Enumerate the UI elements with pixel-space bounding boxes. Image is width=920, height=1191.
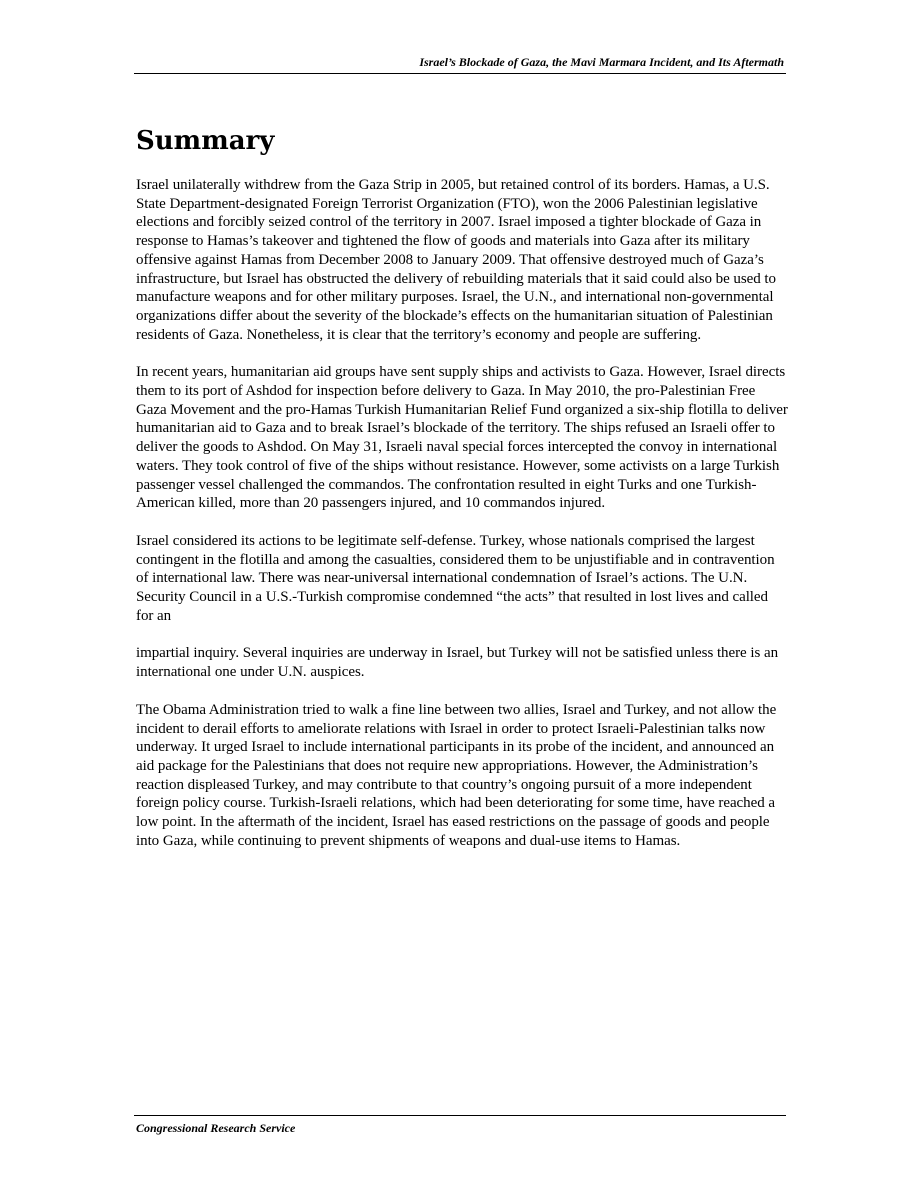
page-title: Summary [136,126,275,156]
footer-publisher: Congressional Research Service [136,1121,296,1135]
paragraph-flotilla: In recent years, humanitarian aid groups have sent supply ships and activists to Gaza. However, Israel directs them to its port of Ashdod for inspection before delivery to Gaza. In May 2010, the pro-Palestinian Free Gaza Movement and the pro-Hamas Turkish Humanitarian Relief Fund organized a six-ship flotilla to deliver humanitarian aid to Gaza and to break Israel’s blockade of the territory. The ships refused an Israeli offer to deliver the goods to Ashdod. On May 31, Israeli naval special forces intercepted the convoy in international waters. They took control of five of the ships without resistance. However, some activists on a large Turkish passenger vessel challenged the commandos. The confrontation resulted in eight Turks and one Turkish-American killed, more than 20 passengers injured, and 10 commandos injured. [136,364,788,512]
paragraph-withdrawal: Israel unilaterally withdrew from the Gaza Strip in 2005, but retained control of its borders. Hamas, a U.S. State Department-designated Foreign Terrorist Organization (FTO), won the 2006 Palestinian legislative elections and forcibly seized control of the territory in 2007. Israel imposed a tighter blockade of Gaza in response to Hamas’s takeover and tightened the flow of goods and materials into Gaza after its military offensive against Hamas from December 2008 to January 2009. That offensive destroyed much of Gaza’s infrastructure, but Israel has obstructed the delivery of rebuilding materials that it said could also be used to manufacture weapons and for other military purposes. Israel, the U.N., and international non-governmental organizations differ about the severity of the blockade’s effects on the humanitarian situation of Palestinian residents of Gaza. Nonetheless, it is clear that the territory’s economy and people are suffering. [136,177,776,343]
running-header-title: Israel’s Blockade of Gaza, the Mavi Marmara Incident, and Its Aftermath [419,55,784,69]
running-footer [134,1115,786,1135]
paragraph-administration: The Obama Administration tried to walk a fine line between two allies, Israel and Turkey, and not allow the incident to derail efforts to ameliorate relations with Israel in order to protect Israeli-Palestinian talks now underway. It urged Israel to include international participants in its probe of the incident, and announced an aid package for the Palestinians that does not require new appropriations. However, the Administration’s reaction displeased Turkey, and may contribute to that country’s ongoing pursuit of a more independent foreign policy course. Turkish-Israeli relations, which had been deteriorating for some time, have reached a low point. In the aftermath of the incident, Israel has eased restrictions on the passage of goods and people into Gaza, while continuing to prevent shipments of weapons and dual-use items to Hamas. [136,701,777,849]
running-header [134,53,786,74]
paragraph-inquiry: impartial inquiry. Several inquiries are underway in Israel, but Turkey will not be satisfied unless there is an international one under U.N. auspices. [136,645,779,681]
summary-body [136,176,788,870]
paragraph-reactions: Israel considered its actions to be legitimate self-defense. Turkey, whose nationals comprised the largest contingent in the flotilla and among the casualties, considered them to be unjustifiable and in contravention of international law. There was near-universal international condemnation of Israel’s actions. The U.N. Security Council in a U.S.-Turkish compromise condemned “the acts” that resulted in lost lives and called for an [136,532,775,624]
